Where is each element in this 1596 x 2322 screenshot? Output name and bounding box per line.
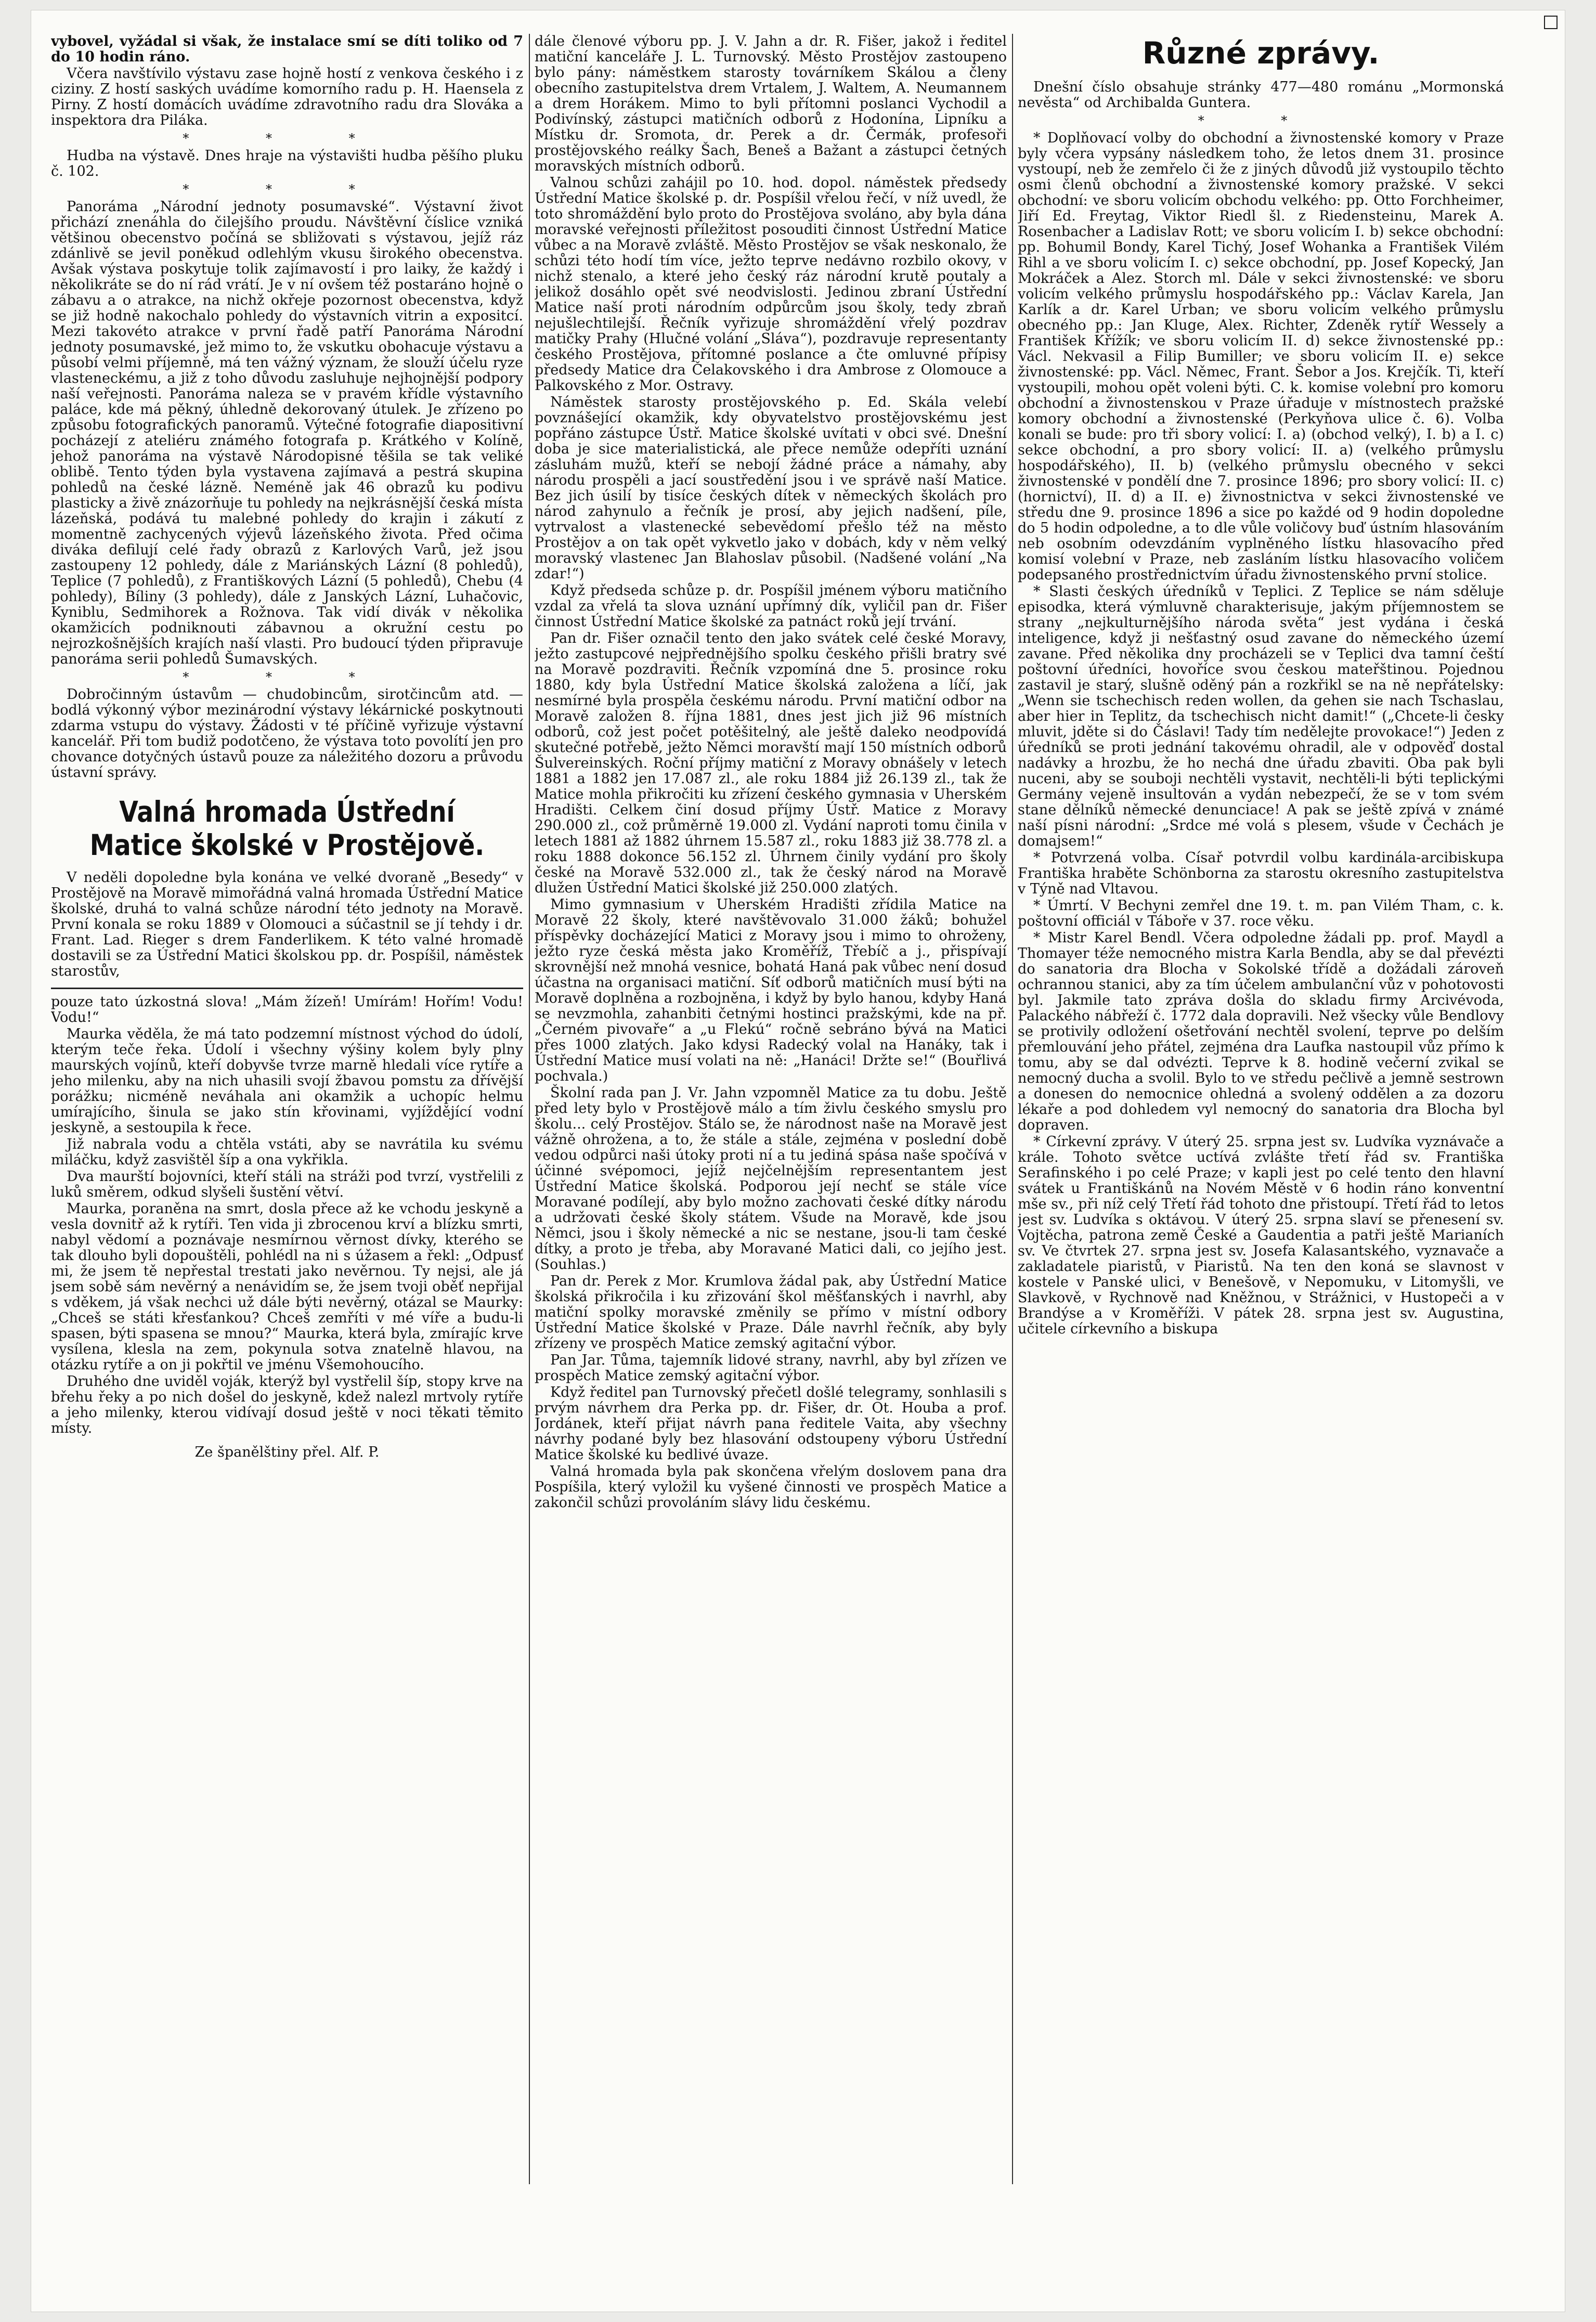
article-paragraph: V neděli dopoledne byla konána ve velké dvoraně „Besedy“ v Prostějově na Moravě mimořádná valná hromada Ústřední Matice školské, druhá to valná schůze národní této jednoty na Moravě. První konala se roku 1889 v Olomouci a súčastnil se jí tehdy i dr. Frant. Lad. Rieger s drem Fanderlikem. K této valné hromadě dostavili se za Ústřední Matici školskou pp. dr. Pospíšil, náměstek starostův, [51, 870, 523, 979]
news-item: * Potvrzená volba. Císař potvrdil volbu kardinála-arcibiskupa Františka hraběte Schönborna za starostu okresního zastupitelstva v Týně nad Vltavou. [1018, 850, 1504, 897]
page-bottom-margin [31, 2197, 1565, 2312]
article-paragraph: Pan dr. Fišer označil tento den jako svátek celé české Moravy, ježto zastupcové nejpřednějšího spolku českého přišli bratry své na Moravě pozdraviti. Řečník vzpomíná dne 5. prosince roku 1880, kdy byla Ústřední Matice školská založena a líčí, jak nesmírné byla prospěla českému národu. První matiční odbor na Moravě založen 8. října 1881, dnes jest jich již 96 místních odborů, což jest počet potěšitelný, ale ještě daleko neodpovídá skutečné potřebě, ježto Němci moravští mají 150 místních odborů Šulvereinských. Roční příjmy matiční z Moravy obnášely v letech 1881 a 1882 jen 17.087 zl., ale roku 1884 již 26.139 zl., tak že Matice mohla přikročiti ku zřízení českého gymnasia v Uherském Hradišti. Celkem činí dosud příjmy Ústř. Matice z Moravy 290.000 zl., což průměrně 19.000 zl. Vydání naproti tomu činila v letech 1881 až 1882 úhrnem 15.587 zl., roku 1883 již 38.778 zl. a roku 1888 dokonce 56.152 zl. Úhrnem činily vydání pro školy české na Moravě 532.000 zl., tak že český národ na Moravě dlužen Ústřední Matici školské již 250.000 zlatých. [535, 630, 1007, 896]
article-paragraph: Dobročinným ústavům — chudobincům, sirotčincům atd. — bodlá výkonný výbor mezinárodní výstavy lékárnické poskytnouti zdarma vstupu do výstavy. Žádosti v té příčině vyřizuje výstavní kancelář. Při tom budiž podotčeno, že výstava toto povolítí jen pro chovance dotyčných ústavů pouze za náležitého dozoru a průvodu ústavní správy. [51, 686, 523, 781]
section-title: Různé zprávy. [1142, 35, 1380, 71]
section-divider [51, 988, 523, 989]
article-paragraph: Když předseda schůze p. dr. Pospíšil jménem výboru matičního vzdal za vřelá ta slova uznání upřímný dík, vyličil pan dr. Fišer činnost Ústřední Matice školské za patnáct roků její trvání. [535, 582, 1007, 630]
article-paragraph: Valná hromada byla pak skončena vřelým doslovem pana dra Pospíšila, který vyložil ku vyšené činnosti ve prospěch Matice a zakončil schůzi provoláním slávy lidu českému. [535, 1463, 1007, 1511]
article-headline: Valná hromada Ústřední Matice školské v Prostějově. [89, 795, 485, 862]
column-right [1018, 34, 1504, 2156]
article-paragraph: Mimo gymnasium v Uherském Hradišti zřídila Matice na Moravě 22 školy, které navštěvovalo 31.000 žáků; bohužel příspěvky docházející Matici z Moravy jsou i mimo to ohroženy, ježto ryze česká města jako Kroměříž, Třebíč a j., přispívají skrovnější než mnohá vesnice, bohatá Haná pak vůbec není dosud účastna na organisaci matiční. Síť odborů matičních musí býti na Moravě doplněna a rozbojněna, i když by bylo hanou, kdyby Haná se nevzmohla, zahanbiti četnými hostinci pražskými, kde na př. „Černém pivovaře“ a „u Flekú“ ročně sebráno bývá na Matici přes 1000 zlatých. Jako kdysi Radecký volal na Hanáky, tak i Ústřední Matice musí volati na ně: „Hanáci! Držte se!“ (Bouřlivá pochvala.) [535, 897, 1007, 1084]
article-paragraph: Panoráma „Národní jednoty posumavské“. Výstavní život přichází znenáhla do čilejšího proudu. Návštěvní číslice vzniká většinou obecenstvo počíná se sbližovati s výstavou, jejíž ráz zdánlivě se jevil poněkud odlehlým vkusu širokého obecenstva. Avšak výstava poskytuje tolik zajímavostí i pro laiky, že každý i několikráte se do ní rád vrátí. Je v ní ovšem též postaráno hojně o zábavu a o atrakce, na nichž okřeje pozornost obecenstva, když se již hodně nakochalo pohledy do výstavních vitrin a expositcí. Mezi takovéto atrakce v první řadě patří Panoráma Národní jednoty posumavské, jež mimo to, že vskutku obohacuje výstavu a působí velmi příjemně, má ten vážný význam, že slouží účelu ryze vlasteneckému, a již z toho důvodu zasluhuje nejhojnější podpory naší veřejnosti. Panoráma naleza se v pravém křídle výstavního paláce, kde má pěkný, úhledně dekorovaný útulek. Je zřízeno po způsobu fotografických panoramů. Výtečné fotografie diapositivní pocházejí z ateliéru známého fotografa p. Krátkého v Kolíně, jehož panoráma na výstavě Národopisné těšila se tak veliké oblibě. Tento týden byla vystavena zajímavá a pestrá skupina pohledů na české lázně. Neméně jak 46 obrazů ku podivu plasticky a živě znázorňuje tu pohledy na nejkrásnější česká místa lázeňská, podává tu malebné pohledy do krajin i zákutí z momentně zachycených výjevů lázeňského života. Před očima diváka defilují celé řady obrazů z Karlových Varů, jež jsou zastoupeny 12 pohledy, dále z Mariánských Lázní (8 pohledů), Teplice (7 pohledů), z Františkových Lázní (5 pohledů), Chebu (4 pohledy), Bíliny (3 pohledy), dále z Janských Lázní, Luhačovic, Kyniblu, Sedmihorek a Rožnova. Tak vidí divák v několika okamžicích podniknouti zábavnou a okružní cestu po nejrozkošnějších krajích naší vlasti. Pro budoucí týden připravuje panoráma serii pohledů Šumavských. [51, 199, 523, 667]
article-paragraph: Valnou schůzi zahájil po 10. hod. dopol. náměstek předsedy Ústřední Matice školské p. dr. Pospíšil vřelou řečí, v níž uvedl, že toto shromáždění bylo proto do Prostějova svoláno, aby byla dána moravské veřejnosti příležitost posouditi činnost Ústřední Matice vůbec a na Moravě zvláště. Město Prostějov se však neskonalo, že schůzi této hodí tím více, ježto teprve nedávno rozbilo okovy, v nichž stenalo, a které jeho český ráz národní krutě poutaly a jelikož dosáhlo opět své neodvislosti. Jedinou zbraní Ústřední Matice naší proti národním odpůrcům jsou školy, tedy zbraň nejušlechtilejší. Řečník vyřizuje shromáždění vřelý pozdrav matičky Prahy (Hlučné volání „Sláva“), pozdravuje representanty českého Prostějova, přítomné poslance a čte omluvné přípisy předsedy Matice dra Čelakovského i dra Ambrose z Olomouce a Palkovského z Mor. Ostravy. [535, 175, 1007, 394]
news-item: Dnešní číslo obsahuje stránky 477—480 románu „Mormonská nevěsta“ od Archibalda Guntera. [1018, 79, 1504, 111]
article-paragraph: Pan dr. Perek z Mor. Krumlova žádal pak, aby Ústřední Matice školská přikročila i ku zřizování škol měšťanských i navrhl, aby matiční spolky moravské změnily se přímo v místní odbory Ústřední Matice školské v Praze. Dále navrhl řečník, aby byly zřízeny ve prospěch Matice zemský agitační výbor. [535, 1273, 1007, 1352]
column-middle [535, 34, 1007, 2156]
story-paragraph: Maurka, poraněna na smrt, dosla přece až ke vchodu jeskyně a vesla dovnitř až k rytíři. Ten vida ji zbrocenou krví a blízku smrti, nabyl vědomí a poznávaje nesmírnou věrnost dívky, kterého se tak dlouho byli dopouštěli, pohlédl na ni s úžasem a řekl: „Odpusť mi, že jsem tě nepřestal trestati jako nevěrnou. Ty nejsi, ale já jsem sobě sám nevěrný a nenávidím se, že jsem tvoji oběť nepřijal s vděkem, já však nechci už dále býti nevěrný, otázal se Maurky: „Chceš se státi křesťankou? Chceš zemříti v mé víře a budu-li spasen, býti spasena se mnou?“ Maurka, která byla, zmírajíc krve vysílena, klesla na zem, pokynula sotva znatelně hlavou, na otázku rytíře a on ji pokřtil ve jménu Všemohoucího. [51, 1201, 523, 1373]
article-paragraph: Včera navštívilo výstavu zase hojně hostí z venkova českého i z ciziny. Z hostí saských uvádíme komorního radu p. H. Haensela z Pirny. Z hostí domácích uvádíme zdravotního radu dra Slováka a inspektora dra Piláka. [51, 66, 523, 128]
newspaper-page [31, 10, 1565, 2312]
separator-stars: * * * [183, 182, 392, 197]
translator-signature: Ze španělštiny přel. Alf. P. [194, 1444, 380, 1460]
separator-stars: * * [1198, 113, 1324, 128]
story-paragraph: Druhého dne uviděl voják, kterýž byl vystřelil šíp, stopy krve na břehu řeky a po nich došel do jeskyně, kdež nalezl mrtvoly rytíře a jeho milenky, kterou vidívají dosud ještě v noci těkati těmito místy. [51, 1373, 523, 1436]
story-paragraph: Dva maurští bojovníci, kteří stáli na stráži pod tvrzí, vystřelili z luků směrem, odkud slyšeli šustění větví. [51, 1169, 523, 1200]
news-item: * Církevní zprávy. V úterý 25. srpna jest sv. Ludvíka vyznávače a krále. Tohoto světce uctívá zvlášte třetí řád sv. Františka Serafinského i po celé Praze; v kapli jest po celé tento den hlavní svátek u Františkánů na Novém Městě v 6 hodin ráno konventní mše sv., při níž celý Třetí řád tohoto dne přistoupí. Třetí řád to letos jest sv. Ludvíka s oktávou. V úterý 25. srpna slaví se přenesení sv. Vojtěcha, patrona země České a Gaudentia a patři ještě Marianích sv. Ve čtvrtek 27. srpna jest sv. Josefa Kalasantského, vyznavače a zakladatele piaristů, v Piaristů. Na ten den koná se slavnost v kostele v Panské ulici, v Benešově, v Nepomuku, v Litomyšli, ve Slavkově, v Rychnově nad Kněžnou, v Strážnici, v Hustopeči a v Brandýse a v Kroměříži. V pátek 28. srpna jest sv. Augustina, učitele církevního a biskupa [1018, 1134, 1504, 1337]
news-item: * Slasti českých úředníků v Teplici. Z Teplice se nám sděluje episodka, která výmluvně charakterisuje, jakým příjemnostem se strany „nejkulturnějšího národa světa“ jest vydána i česká inteligence, když ji nešťastný osud zavane do německého území zavane. Před několika dny procházeli se v Teplici dva tamní čeští poštovní úředníci, hovoříce svou českou mateřštinou. Pojednou zastavil je starý, slušně oděný pán a rozkřikl se na ně nepřátelsky: „Wenn sie tschechisch reden wollen, da gehen sie nach Tschaslau, aber hier in Teplitz, da tschechisch nicht damit!“ („Chcete-li česky mluvit, jděte si do Čáslavi! Tady tím nedělejte provokace!“) Jeden z úředníků se proti jednání takovému ohradil, ale v odpověď dostal nadávky a hrozbu, že ho nechá dne úřadu zbaviti. Oba pak byli nuceni, aby se souboji nechtěli vystavit, nechtěli-li býti teplickými Germány vejeně insultován a vydán nebezpečí, že se v tom svém stane dělníků německé denunciace! A pak se ještě zpívá v známé naší písni národní: „Srdce mé volá s plesem, všude v Čechách je domajsem!“ [1018, 583, 1504, 849]
news-item: * Mistr Karel Bendl. Včera odpoledne žádali pp. prof. Maydl a Thomayer téže nemocného mistra Karla Bendla, aby se dal převézti do sanatoria dra Blocha v Sokolské třídě a dožádali zároveň ochrannou stanici, aby za tím účelem ambulanční vůz v pohotovosti byl. Jakmile tato zpráva došla do skladu firmy Arcivévoda, Palackého nábřeží č. 1772 dala dopravili. Než všecky vůle Bendlovy se protivily odložení ošetřování nechtěl svolení, teprve po delším přemlouvání jeho přátel, zejména dra Laufka nastoupil vůz přímo k tomu, aby se dal odvézti. Teprve k 8. hodině večerní zvikal se nemocný ducha a svolil. Bylo to ve středu pečlivě a jemně sestrown a donesen do nemocnice ohledná a svolený oddělen a za dozoru lékaře a pod dohledem vyl nemocný do sanatoria dra Blocha byl dopraven. [1018, 930, 1504, 1133]
story-paragraph: Již nabrala vodu a chtěla vstáti, aby se navrátila ku svému miláčku, když zasvištěl šíp a ona vykřikla. [51, 1136, 523, 1168]
article-paragraph: Když ředitel pan Turnovský přečetl došlé telegramy, sonhlasili s prvým návrhem dra Perka pp. dr. Fišer, dr. Ot. Houba a prof. Jordánek, kteří přijat návrh pana ředitele Vaita, aby všechny návrhy podané byly bez hlasování odstoupeny výboru Ústřední Matice školské ku bedlivé úvaze. [535, 1384, 1007, 1463]
article-paragraph: Náměstek starosty prostějovského p. Ed. Skála velebí povznášející okamžik, kdy obyvatelstvo prostějovskému jest popřáno zástupce Ústř. Matice školské uvítati v obci své. Dnešní doba je sice materialistická, ale přece nemůže odepříti uznání zásluhám mužů, kteří se nebojí žádné práce a námahy, aby národu prospěli a jací soustředění jsou i ve správě naší Matice. Bez jich úsilí by tisíce českých dítek v německých školách pro národ zahynulo a řečník je prosí, aby jejich nadšení, píle, vytrvalost a vlastenecké sebevědomí přešlo též na město Prostějov a on tak opět vykvetlo jako v dobách, kdy v něm velký moravský vlastenec Jan Blahoslav působil. (Nadšené volání „Na zdar!“) [535, 394, 1007, 582]
news-item: * Doplňovací volby do obchodní a živnostenské komory v Praze byly včera vypsány následkem toho, že letos dnem 31. prosince vystoupí, neb že zemřelo či že z jiných důvodů již vystoupilo těchto osmi členů obchodní a živnostenské komory pražské. V sekci obchodní: ve sboru volicím obchodu velkého: pp. Otto Forchheimer, Jiří Ed. Freytag, Viktor Riedl šl. z Riedensteinu, Marek A. Rosenbacher a Ladislav Rott; ve sboru volicím I. b) sekce obchodní: pp. Bohumil Bondy, Karel Tichý, Josef Wohanka a František Vilém Rihl a ve sboru volicím I. c) sekce obchodní, pp. Josef Kopecký, Jan Mokráček a Alez. Storch ml. Dále v sekci živnostenské: ve sboru volicím velkého průmyslu hospodářského pp.: Václav Karela, Jan Karlík a dr. Karel Urban; ve sboru volicím velkého průmyslu obecného pp.: Jan Kluge, Alex. Richter, Zdeněk rytíř Wessely a František Křížík; ve sboru volicím II. d) sekce živnostenské pp.: Václ. Nekvasil a Filip Bumiller; ve sboru volicím II. e) sekce živnostenské: pp. Václ. Němec, Frant. Šebor a Jos. Krejčík. Ti, kteří vystoupili, mohou opět voleni býti. C. k. komise volební pro komoru obchodní a živnostenskou v Praze úřaduje v místnostech pražské komory obchodní a živnostenské (Perkyňova ulice č. 6). Volba konali se bude: pro tři sbory volicí: I. a) (obchod velký), I. b) a I. c) sekce obchodní, a pro sbory volicí: II. a) (velkého průmyslu hospodářského), II. b) (velkého průmyslu obecného v sekci živnostenské v pondělí dne 7. prosince 1896; pro sbory volicí: II. c) (hornictví), II. d) a II. e) živnostnictva v sekci živnostenské ve středu dne 9. prosince 1896 a sice po každé od 9 hodin dopoledne do 5 hodin odpoledne, a to dle vůle voličovy buď ústním hlasováním neb osobním odevzdáním vyplněného lístku hlasovacího před komisí volební v Praze, neb zasláním lístku hlasovacího voličem podepsaného prostřednictvím úřadu živnostenského první stolice. [1018, 130, 1504, 583]
article-paragraph: Pan Jar. Tůma, tajemník lidové strany, navrhl, aby byl zřízen ve prospěch Matice zemský agitační výbor. [535, 1352, 1007, 1384]
article-paragraph: dále členové výboru pp. J. V. Jahn a dr. R. Fišer, jakož i ředitel matiční kanceláře J. L. Turnovský. Město Prostějov zastoupeno bylo pány: náměstkem starosty továrníkem Skálou a členy obecního zastupitelstva drem Vrtalem, J. Waltem, A. Neumannem a drem Horákem. Mimo to byli přítomni poslanci Vychodil a Podivínský, zástupci matičních odborů z Hodonína, Lipníku a Místku dr. Sromota, dr. Perek a dr. Čermák, profesoři prostějovského reálky Šach, Beneš a Bažant a zástupci četných moravských místních odborů. [535, 34, 1007, 174]
registration-mark [1544, 16, 1558, 29]
column-left [51, 34, 523, 2156]
news-item: * Úmrtí. V Bechyni zemřel dne 19. t. m. pan Vilém Tham, c. k. poštovní officiál v Táboře v 37. roce věku. [1018, 898, 1504, 929]
column-rule [1012, 34, 1013, 2184]
article-paragraph: Školní rada pan J. Vr. Jahn vzpomněl Matice za tu dobu. Ještě před lety bylo v Prostějově málo a tím živlu českého smyslu pro školu... celý Prostějov. Stálo se, že národnost naše na Moravě jest vážně ohrožena, a to, že stále a stále, zejména v poslední době vedou odpůrci naši útoky proti ní a tu jediná spása naše spočívá v účinné svépomoci, jejíž nejčelnějším representantem jest Ústřední Matice školská. Podporou její nechť se stále více Moravané podílejí, aby bylo možno zachovati české dítky národu a udržovati české školy státem. Všude na Moravě, kde jsou Němci, jsou i školy německé a nic se nestane, jsou-li tam české dítky, a proto je třeba, aby Moravané Matici dali, co jejího jest. (Souhlas.) [535, 1085, 1007, 1273]
column-rule [529, 34, 530, 2184]
story-paragraph: pouze tato úzkostná slova! „Mám žízeň! Umírám! Hořím! Vodu! Vodu!“ [51, 994, 523, 1026]
separator-stars: * * * [183, 670, 392, 684]
article-paragraph: vybovel, vyžádal si však, že instalace smí se díti toliko od 7 do 10 hodin ráno. [51, 34, 523, 65]
story-paragraph: Maurka věděla, že má tato podzemní místnost východ do údolí, kterým teče řeka. Údolí i všechny výšiny kolem byly plny maurských vojínů, kteří dobyvše tvrze marně hledali více rytíře a jeho milenku, aby na nich uhasili svojí žbavou pomstu za dřívější porážku; nicméně neváhala ani okamžik a uchopíc helmu umírajícího, šinula se jako stín křovinami, vyjíždějící vodní jeskyně, a sestoupila k řece. [51, 1026, 523, 1136]
article-paragraph: Hudba na výstavě. Dnes hraje na výstavišti hudba pěšího pluku č. 102. [51, 148, 523, 179]
separator-stars: * * * [183, 131, 392, 146]
